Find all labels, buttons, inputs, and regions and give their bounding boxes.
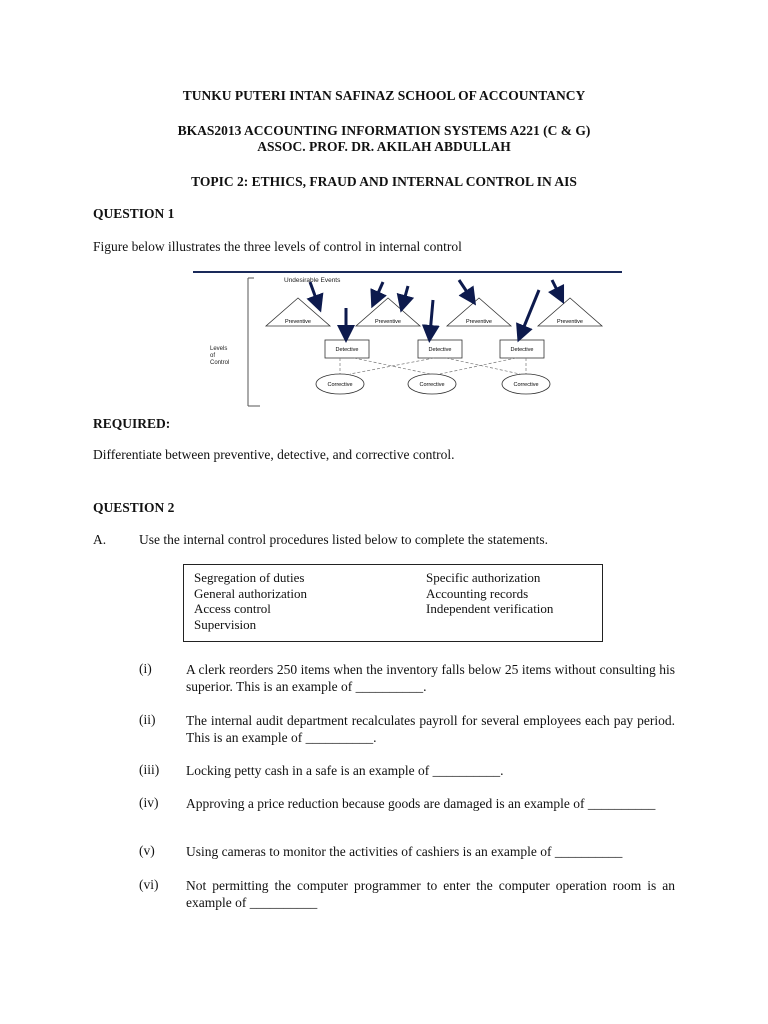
svg-text:Corrective: Corrective — [419, 382, 445, 388]
item-text: Locking petty cash in a safe is an example of __________. — [186, 763, 504, 778]
corrective-ellipse — [408, 374, 456, 394]
procedure-item: Accounting records — [426, 585, 529, 601]
detective-box — [325, 340, 369, 358]
dashed-connectors — [340, 358, 526, 374]
item-number: (vi) — [139, 877, 159, 892]
preventive-triangle — [538, 298, 602, 326]
side-label-1: Levels — [210, 346, 228, 352]
procedure-item: Independent verification — [426, 601, 554, 616]
event-arrows — [310, 280, 560, 334]
item-number: (i) — [139, 661, 152, 676]
lecturer-name: ASSOC. PROF. DR. AKILAH ABDULLAH — [257, 139, 511, 154]
required-text: Differentiate between preventive, detective, and corrective control. — [93, 447, 455, 462]
item-text: The internal audit department recalculates payroll for several employees each pay period. This is an example of __________. — [186, 713, 675, 745]
svg-text:Detective: Detective — [510, 347, 534, 353]
procedure-item: General authorization — [194, 585, 307, 601]
procedure-item: Specific authorization — [426, 570, 541, 585]
preventive-triangle — [356, 298, 420, 326]
procedure-item: Supervision — [194, 616, 257, 632]
side-label-2: of — [210, 353, 216, 359]
detective-box — [418, 340, 462, 358]
corrective-ellipse — [502, 374, 550, 394]
side-label-3: Control — [210, 360, 230, 366]
svg-text:Detective: Detective — [335, 347, 359, 353]
topic-title: TOPIC 2: ETHICS, FRAUD AND INTERNAL CONTROL IN AIS — [191, 174, 577, 189]
svg-text:Preventive: Preventive — [375, 319, 401, 325]
question2-title: QUESTION 2 — [93, 500, 175, 515]
procedures-left-column — [194, 570, 307, 632]
item-number: (ii) — [139, 712, 156, 727]
svg-text:Preventive: Preventive — [466, 319, 492, 325]
svg-text:Preventive: Preventive — [285, 319, 311, 325]
part-a-text: Use the internal control procedures listed below to complete the statements. — [139, 532, 549, 547]
question1-title: QUESTION 1 — [93, 206, 175, 221]
procedure-item: Access control — [194, 601, 271, 616]
svg-text:Detective: Detective — [428, 347, 452, 353]
item-text: Not permitting the computer programmer to enter the computer operation room is an example of __________ — [186, 878, 675, 910]
procedures-box — [183, 564, 603, 642]
required-title: REQUIRED: — [93, 416, 171, 431]
undesirable-events-label: Undesirable Events — [284, 277, 341, 284]
corrective-ellipse — [316, 374, 364, 394]
svg-text:Corrective: Corrective — [513, 382, 539, 388]
part-a-label: A. — [93, 532, 107, 547]
preventive-triangle — [447, 298, 511, 326]
procedure-item: Segregation of duties — [194, 570, 305, 585]
item-text: Approving a price reduction because goods are damaged is an example of __________ — [186, 796, 656, 811]
control-levels-diagram — [190, 270, 623, 413]
item-number: (iv) — [139, 795, 159, 810]
item-text: A clerk reorders 250 items when the inventory falls below 25 items without consulting his superior. This is an example of __________. — [186, 662, 675, 694]
procedures-right-column — [426, 570, 553, 617]
question1-intro: Figure below illustrates the three levels of control in internal control — [93, 239, 462, 254]
preventive-triangle — [266, 298, 330, 326]
detective-box — [500, 340, 544, 358]
item-text: Using cameras to monitor the activities of cashiers is an example of __________ — [186, 844, 623, 859]
item-number: (v) — [139, 843, 155, 858]
course-title: BKAS2013 ACCOUNTING INFORMATION SYSTEMS A221 (C & G) — [177, 123, 591, 138]
item-number: (iii) — [139, 762, 160, 777]
school-title: TUNKU PUTERI INTAN SAFINAZ SCHOOL OF ACCOUNTANCY — [182, 88, 586, 103]
svg-text:Preventive: Preventive — [557, 319, 583, 325]
control-levels-figure — [190, 270, 623, 413]
svg-text:Corrective: Corrective — [327, 382, 353, 388]
